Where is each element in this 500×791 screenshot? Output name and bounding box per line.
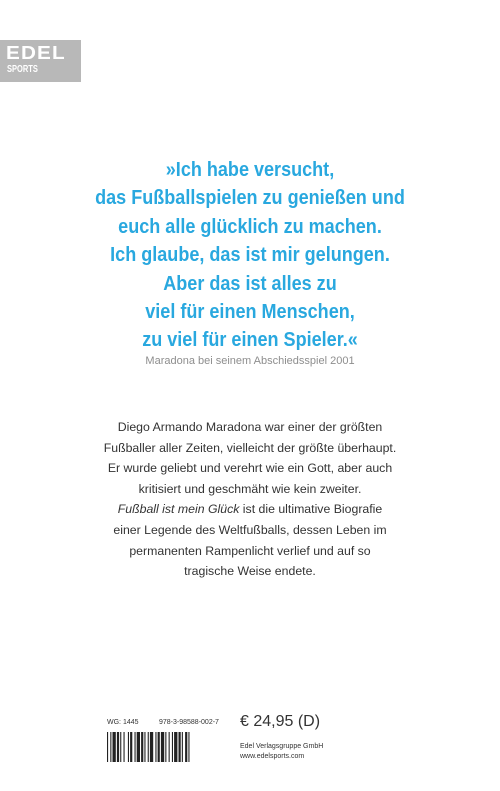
- blurb-line: kritisiert und geschmäht wie kein zweiter.: [138, 481, 362, 496]
- quote-line: Aber das ist alles zu: [163, 271, 337, 295]
- logo-sub-text: SPORTS: [7, 64, 38, 75]
- isbn-number: 978-3-98588-002-7: [159, 719, 219, 726]
- blurb-line: einer Legende des Weltfußballs, dessen Leben im: [113, 522, 387, 537]
- quote-block: [0, 156, 500, 355]
- publisher-website: www.edelsports.com: [240, 753, 305, 760]
- book-title: Fußball ist mein Glück: [117, 502, 240, 517]
- logo-brand-text: EDEL: [6, 43, 66, 63]
- publisher-logo: [0, 40, 81, 82]
- publisher-name: Edel Verlagsgruppe GmbH: [240, 743, 324, 750]
- quote-line: zu viel für einen Spieler.«: [142, 328, 358, 352]
- blurb-line: Fußballer aller Zeiten, vielleicht der größte überhaupt.: [103, 440, 397, 455]
- blurb-line: permanenten Rampenlicht verlief und auf so: [129, 543, 371, 558]
- price-label: € 24,95 (D): [240, 713, 321, 730]
- blurb-line: tragische Weise endete.: [184, 564, 316, 579]
- blurb-line: [0, 499, 500, 520]
- blurb-line-rest: ist die ultimative Biografie: [239, 502, 383, 517]
- quote-line: Ich glaube, das ist mir gelungen.: [110, 243, 390, 267]
- quote-line: »Ich habe versucht,: [165, 158, 335, 181]
- blurb-line: Diego Armando Maradona war einer der größten: [117, 420, 383, 434]
- publisher-info: [240, 742, 323, 762]
- barcode-image: [107, 732, 227, 762]
- blurb-line: Er wurde geliebt und verehrt wie ein Gott, aber auch: [107, 461, 393, 476]
- quote-line: viel für einen Menschen,: [145, 300, 355, 324]
- product-group-code: WG: 1445: [107, 719, 139, 726]
- blurb-text: [0, 417, 500, 582]
- quote-line: das Fußballspielen zu genießen und: [95, 186, 405, 210]
- quote-line: euch alle glücklich zu machen.: [118, 214, 382, 238]
- quote-attribution: Maradona bei seinem Abschiedsspiel 2001: [145, 355, 355, 367]
